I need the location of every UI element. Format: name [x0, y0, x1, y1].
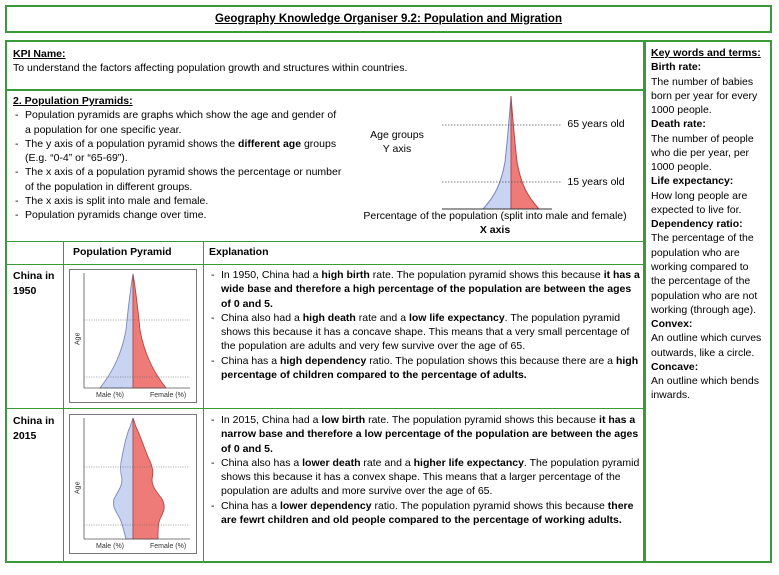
- table-row-border: [7, 408, 643, 409]
- keyword-term: Convex:: [651, 318, 693, 331]
- title-bar: [5, 5, 772, 33]
- female-axis-label: Female (%): [150, 543, 187, 550]
- age-axis-label: Age: [74, 332, 82, 345]
- list-item: - China also had a high death rate and a low life expectancy. The population pyramid shows this because it has a concave shape. This means that a very small percentage of the population are adults and very few survive over the age of 65.: [209, 311, 643, 354]
- col-header-explanation: Explanation: [209, 246, 269, 258]
- list-item: - China has a high dependency ratio. The population shows this because there are a high percentage of children compared to the percentage of adults.: [209, 354, 643, 383]
- col-header-pyramid: Population Pyramid: [73, 246, 172, 258]
- keyword-definition: The percentage of the population who are working compared to the percentage of the population who are not working (through age).: [651, 232, 758, 316]
- diagram-pyramid-graphic: [347, 92, 643, 210]
- table-header-border: [7, 264, 643, 265]
- pyramid-2015-graphic: [70, 415, 198, 541]
- bullet: - Population pyramids are graphs which show the age and gender of a population for one specific year.: [13, 108, 343, 137]
- pyramid-1950-graphic: [70, 270, 198, 390]
- age-axis-label: Age: [74, 481, 82, 494]
- keyword-definition: An outline which curves outwards, like a circle.: [651, 332, 762, 359]
- kpi-text: To understand the factors affecting population growth and structures within countries.: [13, 62, 408, 75]
- keywords-panel: [645, 40, 772, 563]
- list-item: - In 1950, China had a high birth rate. The population pyramid shows this because it has a wide base and therefore a high percentage of the population are between the ages of 0 and 5.: [209, 268, 643, 311]
- table-col-divider: [203, 241, 204, 563]
- keyword-term: Dependency ratio:: [651, 218, 743, 231]
- keywords-heading: Key words and terms:: [651, 47, 761, 59]
- keyword-term: Death rate:: [651, 118, 706, 131]
- label-15-years: 15 years old: [567, 176, 625, 188]
- female-axis-label: Female (%): [150, 392, 187, 399]
- pyramids-heading: 2. Population Pyramids:: [13, 95, 133, 107]
- explanation-1950: [209, 268, 643, 382]
- list-item: - In 2015, China had a low birth rate. The population pyramid shows this because it has a narrow base and therefore a low percentage of the population are between the ages of 0 and 5.: [209, 413, 643, 456]
- bullet: - The x axis of a population pyramid shows the percentage or number of the population in different groups.: [13, 165, 343, 194]
- keyword-definition: The number of people who die per year, per 1000 people.: [651, 132, 754, 174]
- pyramids-section: [13, 94, 343, 222]
- row-label-2015: China in 2015: [13, 415, 55, 443]
- male-axis-label: Male (%): [96, 392, 125, 399]
- pyramid-1950: [69, 269, 197, 403]
- explanation-2015: [209, 413, 643, 527]
- pyramid-2015: [69, 414, 197, 554]
- pyramids-bullet-list: [13, 108, 343, 222]
- main-panel: [5, 40, 645, 563]
- keyword-definition: How long people are expected to live for.: [651, 189, 748, 216]
- list-item: - China has a lower dependency ratio. The population pyramid shows this because there are fewrt children and old people compared to the percentage of working adults.: [209, 499, 643, 528]
- bullet: - The y axis of a population pyramid shows the different age groups (E.g. “0-4” or “65-69”).: [13, 137, 343, 166]
- row-label-1950: China in 1950: [13, 270, 55, 298]
- bullet: - The x axis is split into male and female.: [13, 194, 343, 208]
- pyramid-diagram: [347, 92, 643, 240]
- male-axis-label: Male (%): [96, 543, 125, 550]
- x-axis-label: Percentage of the population (split into male and female) X axis: [363, 210, 627, 237]
- label-65-years: 65 years old: [567, 118, 625, 130]
- list-item: - China also has a lower death rate and a higher life expectancy. The population pyramid shows this because it has a convex shape. This means that a larger percentage of the population are adults and more survive over the age of 65.: [209, 456, 643, 499]
- keyword-term: Birth rate:: [651, 61, 702, 74]
- divider: [7, 89, 643, 91]
- table-top-border: [7, 241, 643, 242]
- keyword-definition: An outline which bends inwards.: [651, 375, 759, 402]
- keyword-definition: The number of babies born per year for every 1000 people.: [651, 75, 758, 117]
- keyword-term: Life expectancy:: [651, 175, 734, 188]
- kpi-heading: KPI Name:: [13, 48, 66, 60]
- table-col-divider: [63, 241, 64, 563]
- bullet: - Population pyramids change over time.: [13, 208, 343, 222]
- page-title: Geography Knowledge Organiser 9.2: Population and Migration: [215, 13, 562, 25]
- keyword-term: Concave:: [651, 360, 699, 373]
- kpi-section: [13, 47, 633, 76]
- y-axis-label: Age groups Y axis: [370, 129, 424, 156]
